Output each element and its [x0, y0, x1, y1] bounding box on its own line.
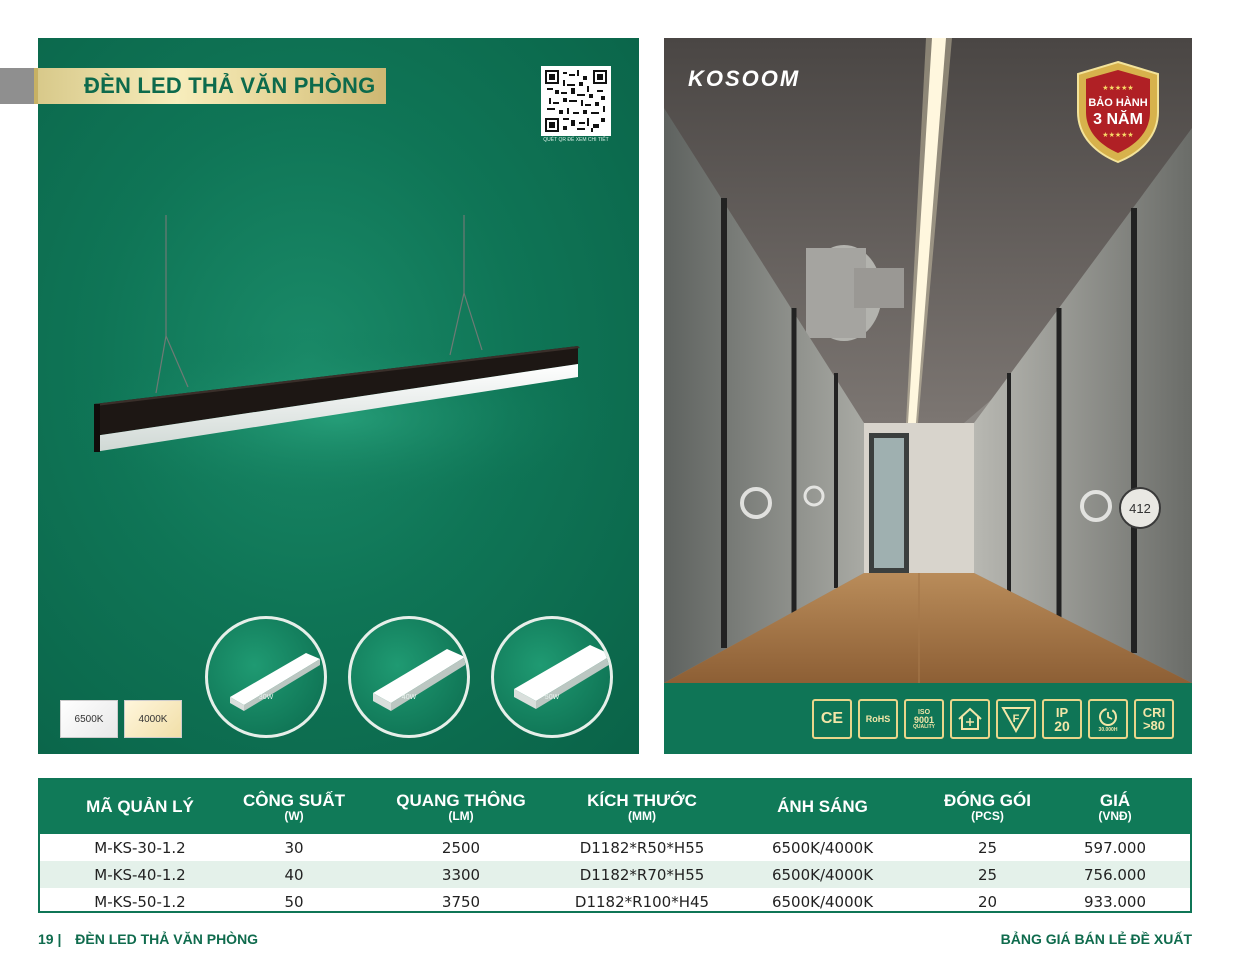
- variant-label: 40W: [401, 694, 417, 701]
- cell-pack: 20: [977, 892, 998, 911]
- cell-code: M-KS-40-1.2: [94, 865, 186, 884]
- cell-size: D1182*R50*H55: [579, 838, 705, 857]
- col-header-code: MÃ QUẢN LÝ: [86, 797, 194, 817]
- table-header: [40, 780, 1190, 834]
- certification-icons: [812, 699, 1174, 739]
- lifetime-hours-icon: 30.000H: [1088, 699, 1128, 739]
- cell-lumen: 3300: [441, 865, 481, 884]
- cell-size: D1182*R70*H55: [579, 865, 705, 884]
- swatch-label: 4000K: [138, 713, 168, 725]
- warranty-shield-badge: [1074, 60, 1162, 164]
- qr-caption: QUÉT QR ĐỂ XEM CHI TIẾT: [543, 137, 609, 143]
- clock-icon: [1096, 706, 1120, 728]
- swatch-6500k[interactable]: [60, 700, 118, 738]
- col-header-power: CÔNG SUẤT (W): [243, 790, 345, 823]
- brand-logo: KOSOOM: [688, 66, 801, 91]
- warranty-line-1: BẢO HÀNH: [1088, 97, 1148, 109]
- price-table: [38, 778, 1192, 913]
- footer-section-title: ĐÈN LED THẢ VĂN PHÒNG: [75, 931, 259, 947]
- variant-50w[interactable]: [491, 616, 613, 738]
- cell-price: 933.000: [1083, 892, 1147, 911]
- swatch-label: 6500K: [74, 713, 104, 725]
- cell-power: 50: [284, 892, 304, 911]
- ce-mark-icon: CE: [812, 699, 852, 739]
- rohs-icon: RoHS: [858, 699, 898, 739]
- office-corridor-photo: [664, 38, 1192, 683]
- f-mark-label: F: [1012, 713, 1020, 725]
- table-row: [40, 861, 1190, 888]
- page-number: 19 |: [38, 931, 62, 947]
- variant-label: 50W: [544, 694, 560, 701]
- house-icon: [956, 706, 984, 732]
- footer-right: BẢNG GIÁ BÁN LẺ ĐỀ XUẤT: [1000, 931, 1192, 947]
- cell-size: D1182*R100*H45: [574, 892, 710, 911]
- cell-code: M-KS-50-1.2: [94, 892, 186, 911]
- variant-40w[interactable]: [348, 616, 470, 738]
- variant-30w[interactable]: [205, 616, 327, 738]
- cell-power: 40: [284, 865, 304, 884]
- cell-light: 6500K/4000K: [771, 892, 874, 911]
- product-panel: [38, 38, 639, 754]
- cell-pack: 25: [977, 865, 998, 884]
- cell-code: M-KS-30-1.2: [94, 838, 186, 857]
- col-header-pack: ĐÓNG GÓI (PCS): [944, 790, 1031, 823]
- ribbon-tab: [0, 68, 38, 104]
- svg-text:★★★★★: ★★★★★: [1102, 132, 1134, 139]
- cell-lumen: 3750: [441, 892, 481, 911]
- page-title: ĐÈN LED THẢ VĂN PHÒNG: [84, 73, 376, 98]
- door-number: 412: [1129, 501, 1151, 516]
- cri-icon: CRI >80: [1134, 699, 1174, 739]
- f-mark-icon: [996, 699, 1036, 739]
- cell-pack: 25: [977, 838, 998, 857]
- cell-price: 756.000: [1083, 865, 1147, 884]
- variant-label: 30W: [258, 694, 274, 701]
- ip20-icon: IP 20: [1042, 699, 1082, 739]
- table-row: [40, 888, 1190, 915]
- col-header-price: GIÁ (VNĐ): [1098, 790, 1132, 823]
- col-header-lumen: QUANG THÔNG (LM): [396, 790, 526, 823]
- warranty-line-2: 3 NĂM: [1093, 111, 1143, 128]
- col-header-size: KÍCH THƯỚC (MM): [587, 790, 697, 823]
- col-header-light: ÁNH SÁNG: [777, 797, 868, 817]
- svg-text:★★★★★: ★★★★★: [1102, 85, 1134, 92]
- cell-price: 597.000: [1083, 838, 1147, 857]
- cell-lumen: 2500: [441, 838, 481, 857]
- iso-9001-icon: ISO 9001 QUALITY: [904, 699, 944, 739]
- cell-light: 6500K/4000K: [771, 865, 874, 884]
- indoor-use-icon: [950, 699, 990, 739]
- table-row: [40, 834, 1190, 861]
- showcase-panel: [664, 38, 1192, 754]
- cell-power: 30: [284, 838, 304, 857]
- swatch-4000k[interactable]: [124, 700, 182, 738]
- cell-light: 6500K/4000K: [771, 838, 874, 857]
- footer-left: [38, 931, 258, 947]
